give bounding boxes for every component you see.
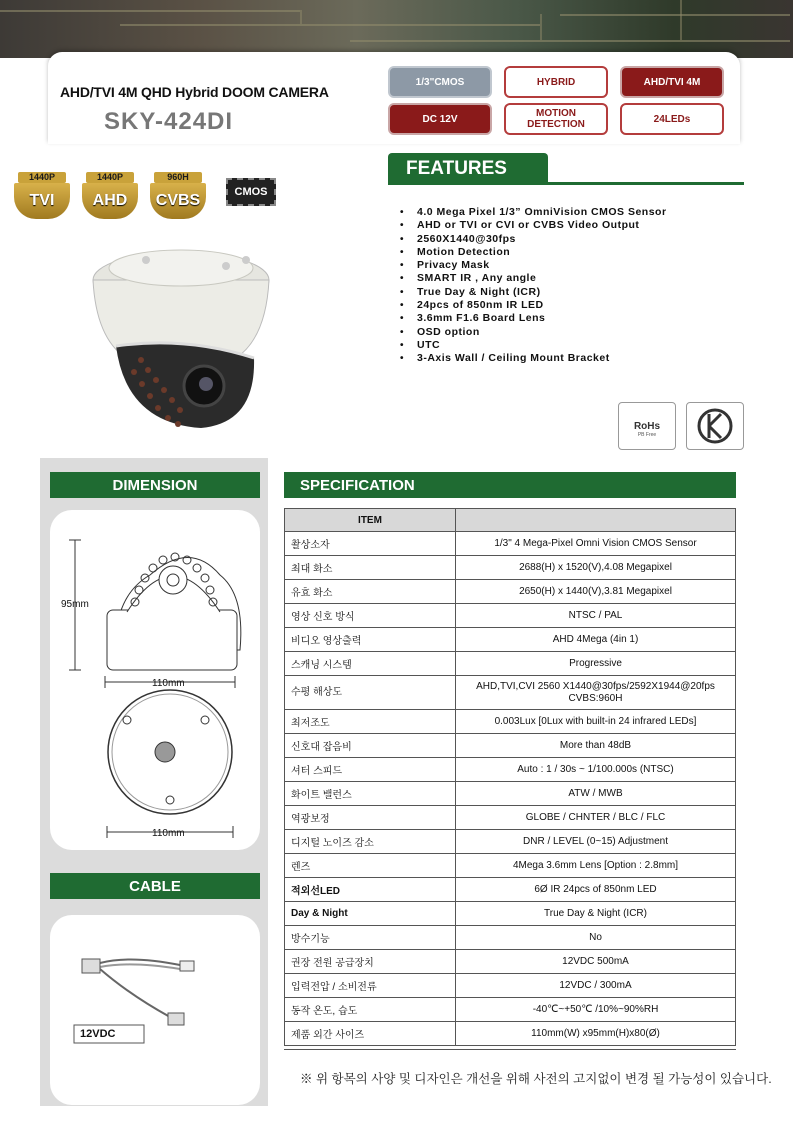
spec-item-label: 최대 화소 bbox=[285, 556, 456, 580]
table-row bbox=[285, 998, 736, 1022]
table-row bbox=[285, 854, 736, 878]
table-row bbox=[285, 604, 736, 628]
table-row bbox=[285, 806, 736, 830]
spec-item-value: 12VDC / 300mA bbox=[456, 974, 736, 998]
spec-item-value: NTSC / PAL bbox=[456, 604, 736, 628]
spec-item-value: AHD,TVI,CVI 2560 X1440@30fps/2592X1944@20fps CVBS:960H bbox=[456, 676, 736, 710]
table-row bbox=[285, 950, 736, 974]
spec-item-value: More than 48dB bbox=[456, 734, 736, 758]
hybrid-badge: HYBRID bbox=[504, 66, 608, 98]
spec-item-label: 영상 신호 방식 bbox=[285, 604, 456, 628]
feature-item: • 3.6mm F1.6 Board Lens bbox=[400, 312, 667, 325]
feature-item: • 4.0 Mega Pixel 1/3” OmniVision CMOS Sensor bbox=[400, 206, 667, 219]
spec-item-label: 적외선LED bbox=[285, 878, 456, 902]
spec-item-label: 화이트 밸런스 bbox=[285, 782, 456, 806]
table-bottom-border bbox=[284, 1049, 736, 1050]
table-row bbox=[285, 532, 736, 556]
spec-item-value: 2650(H) x 1440(V),3.81 Megapixel bbox=[456, 580, 736, 604]
product-subtitle: AHD/TVI 4M QHD Hybrid DOOM CAMERA bbox=[60, 84, 329, 100]
badge-label: AHD bbox=[92, 192, 128, 209]
spec-item-label: 수평 해상도 bbox=[285, 676, 456, 710]
features-list bbox=[400, 206, 667, 366]
table-row bbox=[285, 556, 736, 580]
spec-item-value: 12VDC 500mA bbox=[456, 950, 736, 974]
spec-item-label: 비디오 영상출력 bbox=[285, 628, 456, 652]
badge-label: CVBS bbox=[155, 192, 201, 209]
cmos-chip-icon: CMOS bbox=[226, 178, 276, 206]
feature-item: • AHD or TVI or CVI or CVBS Video Output bbox=[400, 219, 667, 232]
table-row bbox=[285, 758, 736, 782]
spec-item-value: 1/3" 4 Mega-Pixel Omni Vision CMOS Sensor bbox=[456, 532, 736, 556]
feature-item: • Privacy Mask bbox=[400, 259, 667, 272]
cable-title: CABLE bbox=[50, 873, 260, 899]
table-row bbox=[285, 580, 736, 604]
table-row bbox=[285, 830, 736, 854]
table-row bbox=[285, 782, 736, 806]
spec-item-value: AHD 4Mega (4in 1) bbox=[456, 628, 736, 652]
spec-item-label: 최저조도 bbox=[285, 710, 456, 734]
ahd-tvi-4m-badge: AHD/TVI 4M bbox=[620, 66, 724, 98]
spec-item-value: 6Ø IR 24pcs of 850nm LED bbox=[456, 878, 736, 902]
spec-item-label: 촬상소자 bbox=[285, 532, 456, 556]
spec-item-label: 역광보정 bbox=[285, 806, 456, 830]
table-row bbox=[285, 902, 736, 926]
cvbs-shield-badge bbox=[148, 166, 208, 222]
feature-item: • True Day & Night (ICR) bbox=[400, 286, 667, 299]
spec-item-label: 셔터 스피드 bbox=[285, 758, 456, 782]
badge-resolution: 1440P bbox=[18, 172, 66, 183]
table-row bbox=[285, 734, 736, 758]
features-title: FEATURES bbox=[388, 153, 548, 183]
feature-item: • 24pcs of 850nm IR LED bbox=[400, 299, 667, 312]
spec-item-label: 스캐닝 시스템 bbox=[285, 652, 456, 676]
spec-item-value: 2688(H) x 1520(V),4.08 Megapixel bbox=[456, 556, 736, 580]
camera-photo bbox=[86, 238, 276, 438]
spec-item-value: ATW / MWB bbox=[456, 782, 736, 806]
feature-item: • OSD option bbox=[400, 326, 667, 339]
circuit-banner bbox=[0, 0, 793, 58]
spec-item-value: 0.003Lux [0Lux with built-in 24 infrared LEDs] bbox=[456, 710, 736, 734]
table-header-row bbox=[285, 509, 736, 532]
motion-detection-badge: MOTION DETECTION bbox=[504, 103, 608, 135]
spec-item-value: DNR / LEVEL (0~15) Adjustment bbox=[456, 830, 736, 854]
badge-resolution: 960H bbox=[154, 172, 202, 183]
kc-certification-logo bbox=[686, 402, 744, 450]
feature-item: • UTC bbox=[400, 339, 667, 352]
tvi-shield-badge bbox=[12, 166, 72, 222]
width-dimension-label: 110mm bbox=[152, 678, 185, 689]
value-column-header bbox=[456, 509, 736, 532]
table-row bbox=[285, 974, 736, 998]
spec-item-value: Progressive bbox=[456, 652, 736, 676]
rohs-certification-logo: RoHs PB Free bbox=[618, 402, 676, 450]
specification-title: SPECIFICATION bbox=[284, 472, 736, 498]
product-model: SKY-424DI bbox=[104, 108, 234, 135]
spec-item-label: 동작 온도, 습도 bbox=[285, 998, 456, 1022]
table-row bbox=[285, 710, 736, 734]
spec-item-label: 제품 외간 사이즈 bbox=[285, 1022, 456, 1046]
leds-badge: 24LEDs bbox=[620, 103, 724, 135]
table-row bbox=[285, 1022, 736, 1046]
table-row bbox=[285, 926, 736, 950]
table-row bbox=[285, 878, 736, 902]
specification-table bbox=[284, 508, 736, 1046]
spec-item-label: 유효 화소 bbox=[285, 580, 456, 604]
spec-item-label: 렌즈 bbox=[285, 854, 456, 878]
spec-item-label: 디지털 노이즈 감소 bbox=[285, 830, 456, 854]
ahd-shield-badge bbox=[80, 166, 140, 222]
spec-item-value: 110mm(W) x95mm(H)x80(Ø) bbox=[456, 1022, 736, 1046]
dc12v-badge: DC 12V bbox=[388, 103, 492, 135]
feature-item: • SMART IR , Any angle bbox=[400, 272, 667, 285]
feature-item: • 2560X1440@30fps bbox=[400, 233, 667, 246]
badge-label: TVI bbox=[29, 192, 55, 209]
spec-item-value: 4Mega 3.6mm Lens [Option : 2.8mm] bbox=[456, 854, 736, 878]
specification-note: ※ 위 항목의 사양 및 디자인은 개선을 위해 사전의 고지없이 변경 될 가능성이 있습니다. bbox=[300, 1072, 772, 1086]
spec-item-value: True Day & Night (ICR) bbox=[456, 902, 736, 926]
features-divider bbox=[388, 182, 744, 185]
item-column-header: ITEM bbox=[285, 509, 456, 532]
spec-item-label: 권장 전원 공급장치 bbox=[285, 950, 456, 974]
cmos-size-badge: 1/3"CMOS bbox=[388, 66, 492, 98]
table-row bbox=[285, 628, 736, 652]
dimension-title: DIMENSION bbox=[50, 472, 260, 498]
table-row bbox=[285, 676, 736, 710]
kc-mark-icon bbox=[687, 403, 743, 449]
base-width-dimension-label: 110mm bbox=[152, 828, 185, 839]
height-dimension-label: 95mm bbox=[61, 599, 89, 610]
badge-resolution: 1440P bbox=[86, 172, 134, 183]
spec-item-value: -40℃~+50℃ /10%~90%RH bbox=[456, 998, 736, 1022]
spec-item-value: GLOBE / CHNTER / BLC / FLC bbox=[456, 806, 736, 830]
spec-item-label: 신호대 잡음비 bbox=[285, 734, 456, 758]
spec-item-label: 방수기능 bbox=[285, 926, 456, 950]
feature-item: • Motion Detection bbox=[400, 246, 667, 259]
spec-item-label: 입력전압 / 소비전류 bbox=[285, 974, 456, 998]
spec-item-value: Auto : 1 / 30s ~ 1/100.000s (NTSC) bbox=[456, 758, 736, 782]
spec-item-value: No bbox=[456, 926, 736, 950]
table-row bbox=[285, 652, 736, 676]
feature-item: • 3-Axis Wall / Ceiling Mount Bracket bbox=[400, 352, 667, 365]
spec-item-label: Day & Night bbox=[285, 902, 456, 926]
cable-connector-label: 12VDC bbox=[80, 1028, 116, 1040]
